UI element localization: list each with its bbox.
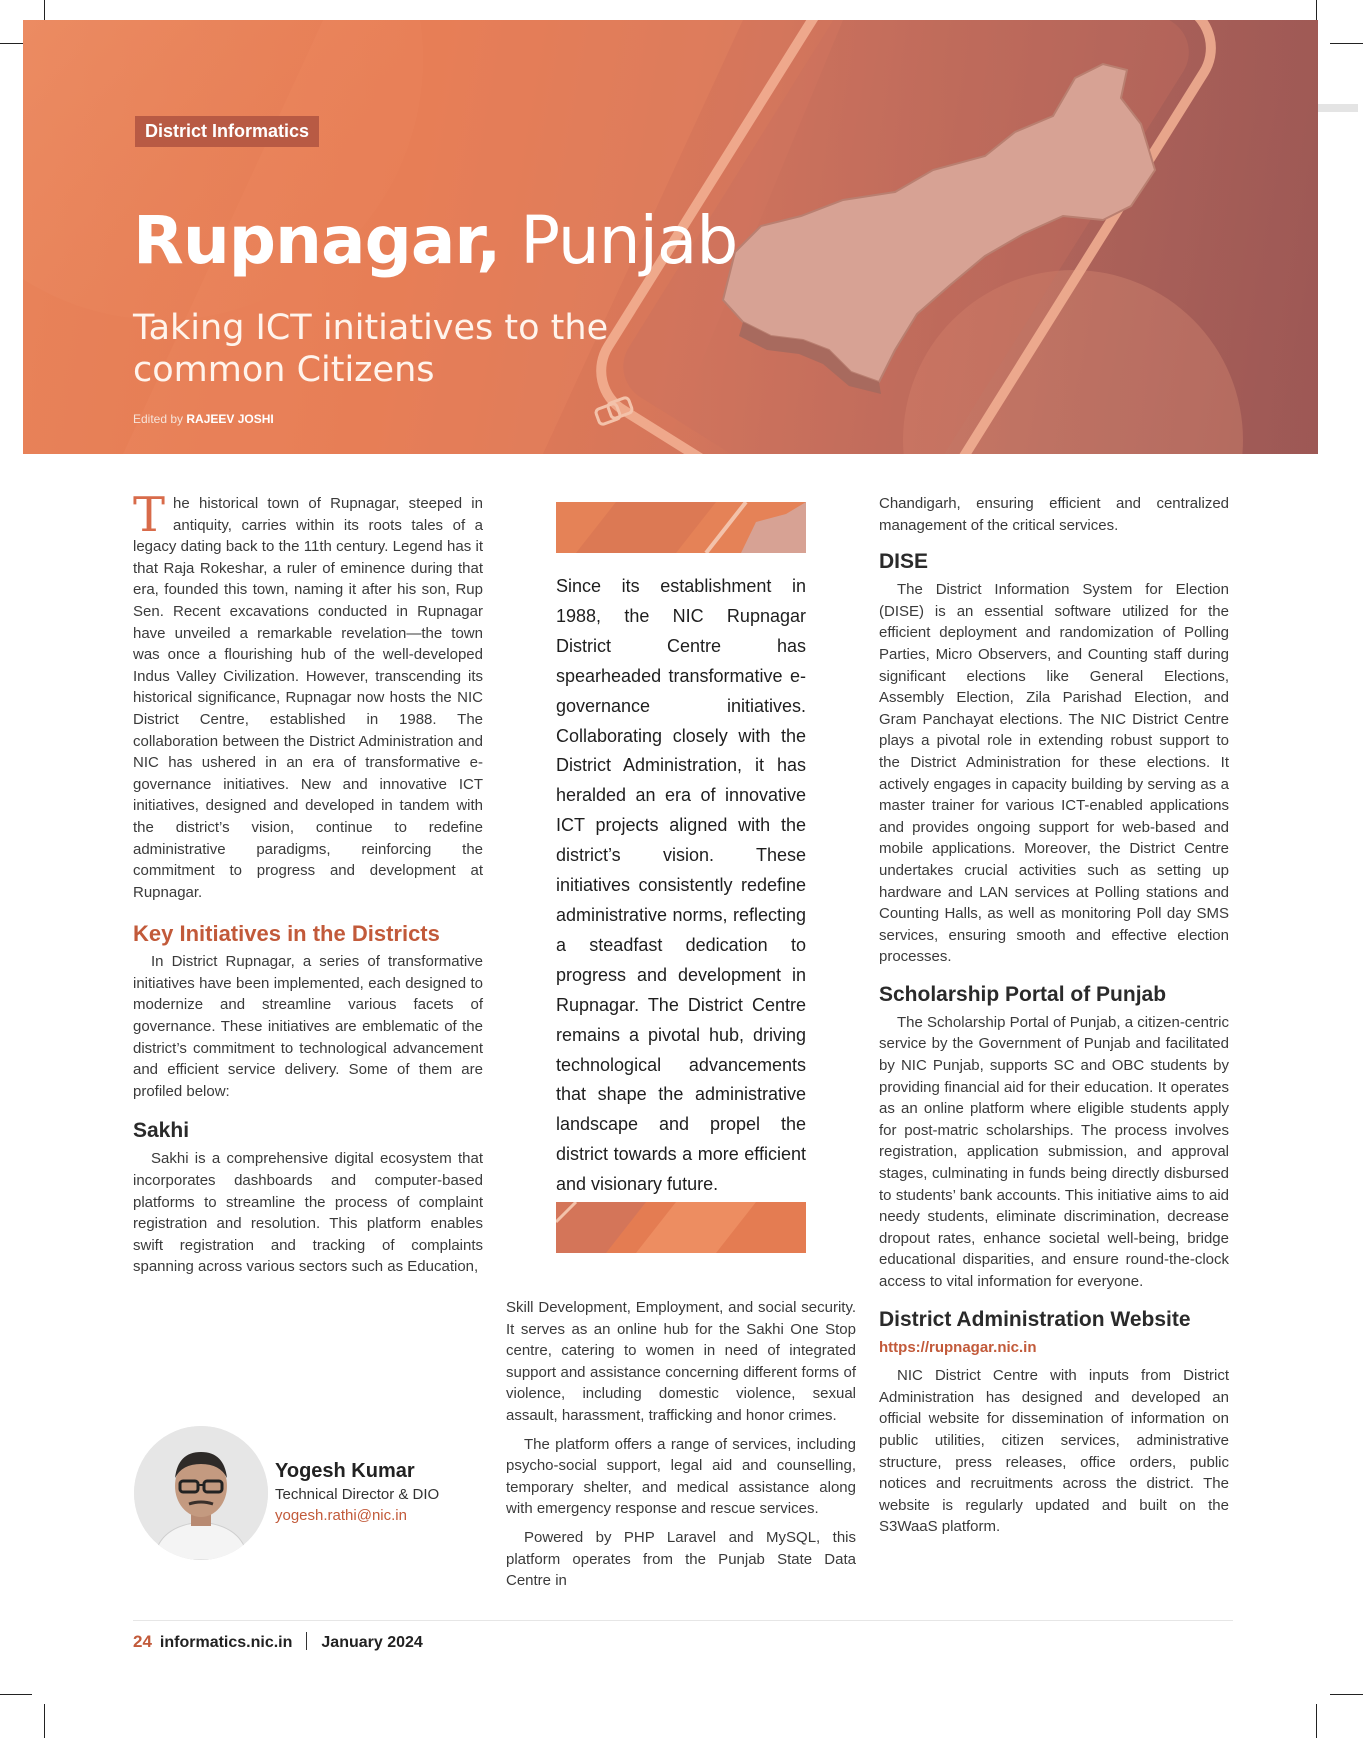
sakhi-paragraph-1: Sakhi is a comprehensive digital ecosystem that incorporates dashboards and computer-based platforms to streamline the process of complaint registration and resolution. This platform enables swift registration and tracking of complaints spanning across various sectors such as Education, bbox=[133, 1150, 483, 1276]
editor-credit bbox=[133, 412, 274, 426]
column-2-text bbox=[506, 1297, 856, 1592]
crop-mark bbox=[0, 1694, 32, 1695]
author-portrait bbox=[134, 1426, 268, 1560]
crop-mark bbox=[44, 1704, 45, 1738]
col3-continuation: Chandigarh, ensuring efficient and centralized management of the critical services. bbox=[879, 495, 1229, 534]
author-role: Technical Director & DIO bbox=[275, 1486, 440, 1503]
author-name: Yogesh Kumar bbox=[275, 1460, 415, 1482]
strip-art bbox=[556, 502, 806, 553]
dise-heading: DISE bbox=[879, 550, 929, 574]
avatar bbox=[134, 1426, 268, 1560]
footer-issue: January 2024 bbox=[321, 1634, 423, 1651]
strip-art bbox=[556, 1202, 806, 1253]
scholarship-paragraph: The Scholarship Portal of Punjab, a citizen-centric service by the Government of Punjab and facilitated by NIC Punjab, supports SC and OBC students by providing financial aid for their education. It operates as an online platform where eligible students apply for post-matric scholarships. The process involves registration, application submission, and approval stages, culminating in funds being directly disbursed to students’ bank accounts. This initiative aims to aid needy students, eliminate discrimination, decrease dropout rates, enhance societal well-being, bridge educational disparities, and ensure round-the-clock access to vital information for everyone. bbox=[879, 1013, 1229, 1290]
sakhi-heading: Sakhi bbox=[133, 1119, 190, 1143]
page-subtitle: Taking ICT initiatives to the common Citizens bbox=[133, 308, 609, 390]
footer-separator bbox=[306, 1632, 307, 1650]
edited-by-label: Edited by bbox=[133, 412, 184, 426]
author-email-link[interactable]: yogesh.rathi@nic.in bbox=[275, 1507, 407, 1524]
footer-site: informatics.nic.in bbox=[159, 1634, 293, 1651]
hero-banner bbox=[23, 20, 1318, 454]
column-3 bbox=[879, 493, 1229, 1538]
edge-tab bbox=[1318, 104, 1358, 112]
website-heading: District Administration Website bbox=[879, 1307, 1191, 1331]
column-1 bbox=[133, 487, 483, 1278]
decorative-strip-top bbox=[556, 502, 806, 553]
pull-quote: Since its establishment in 1988, the NIC Rupnagar District Centre has spearheaded transformative e-governance initiatives. Collaborating closely with the District Administration, it has heralded an era of innovative ICT projects aligned with the district’s vision. These initiatives consistently redefine administrative norms, reflecting a steadfast dedication to progress and development in Rupnagar. The District Centre remains a pivotal hub, driving technological advancements that shape the administrative landscape and propel the district towards a more efficient and visionary future. bbox=[556, 576, 806, 1195]
sakhi-paragraph-3: The platform offers a range of services, including psycho-social support, legal aid and counselling, temporary shelter, and medical assistance along with emergency response and rescue services. bbox=[506, 1435, 856, 1518]
crop-mark bbox=[1316, 1704, 1317, 1738]
page-title bbox=[133, 202, 737, 279]
dise-paragraph: The District Information System for Election (DISE) is an essential software utilized for the efficient deployment and randomization of Polling Parties, Micro Observers, and Counting staff during significant elections like General Elections, Assembly Election, Zila Parishad Election, and Gram Panchayat elections. The NIC District Centre plays a pivotal role in extending robust support to the District Administration for these elections. It actively engages in capacity building by serving as a master trainer for various ICT-enabled applications and provides ongoing support for web-based and mobile applications. Moreover, the District Centre undertakes crucial activities such as setting up hardware and LAN services at Polling stations and Counting Halls, as well as monitoring Poll day SMS services, ensuring smooth and effective election processes. bbox=[879, 581, 1229, 966]
website-link[interactable]: https://rupnagar.nic.in bbox=[879, 1338, 1037, 1356]
intro-text: he historical town of Rupnagar, steeped in antiquity, carries within its roots tales of a legacy dating back to the 11th century. Legend has it that Raja Rokeshar, a ruler of eminence during that era, founded this town, naming it after his son, Rup Sen. Recent excavations conducted in Rupnagar have unveiled a remarkable revelation—the town was once a flourishing hub of the well-developed Indus Valley Civilization. However, transcending its historical significance, Rupnagar now hosts the NIC District Centre, established in 1988. The collaboration between the District Administration and NIC has ushered in an era of transformative e-governance initiatives. New and innovative ICT initiatives, designed and developed in tandem with the district’s vision, continue to redefine administrative paradigms, reinforcing the commitment to progress and development at Rupnagar. bbox=[133, 495, 483, 901]
footer-divider bbox=[133, 1620, 1233, 1621]
editor-name: RAJEEV JOSHI bbox=[186, 412, 274, 426]
section-tag: District Informatics bbox=[135, 116, 319, 147]
scholarship-heading: Scholarship Portal of Punjab bbox=[879, 982, 1167, 1006]
page-number: 24 bbox=[133, 1632, 152, 1651]
sakhi-paragraph-2: Skill Development, Employment, and social security. It serves as an online hub for the Sakhi One Stop centre, catering to women in need of integrated support and assistance concerning different forms of violence, including domestic violence, sexual assault, harassment, trafficking and honor crimes. bbox=[506, 1299, 856, 1424]
key-initiatives-heading: Key Initiatives in the Districts bbox=[133, 921, 440, 947]
website-paragraph: NIC District Centre with inputs from District Administration has designed and developed an official website for dissemination of information on public utilities, citizen services, administrative structure, press releases, office orders, public notices and recruitments across the district. The website is regularly updated and built on the S3WaaS platform. bbox=[879, 1367, 1229, 1536]
intro-paragraph bbox=[133, 487, 483, 903]
decorative-strip-bottom bbox=[556, 1202, 806, 1253]
title-state: Punjab bbox=[520, 202, 738, 279]
crop-mark bbox=[1330, 43, 1363, 44]
key-initiatives-text: In District Rupnagar, a series of transformative initiatives have been implemented, each designed to modernize and streamline various facets of governance. These initiatives are emblematic of the district’s commitment to technological advancement and efficient service delivery. Some of them are profiled below: bbox=[133, 953, 483, 1100]
title-city: Rupnagar, bbox=[133, 202, 501, 279]
crop-mark bbox=[1330, 1694, 1363, 1695]
dropcap: T bbox=[133, 487, 166, 543]
page-footer bbox=[133, 1632, 423, 1652]
sakhi-paragraph-4: Powered by PHP Laravel and MySQL, this platform operates from the Punjab State Data Centre in bbox=[506, 1528, 856, 1590]
